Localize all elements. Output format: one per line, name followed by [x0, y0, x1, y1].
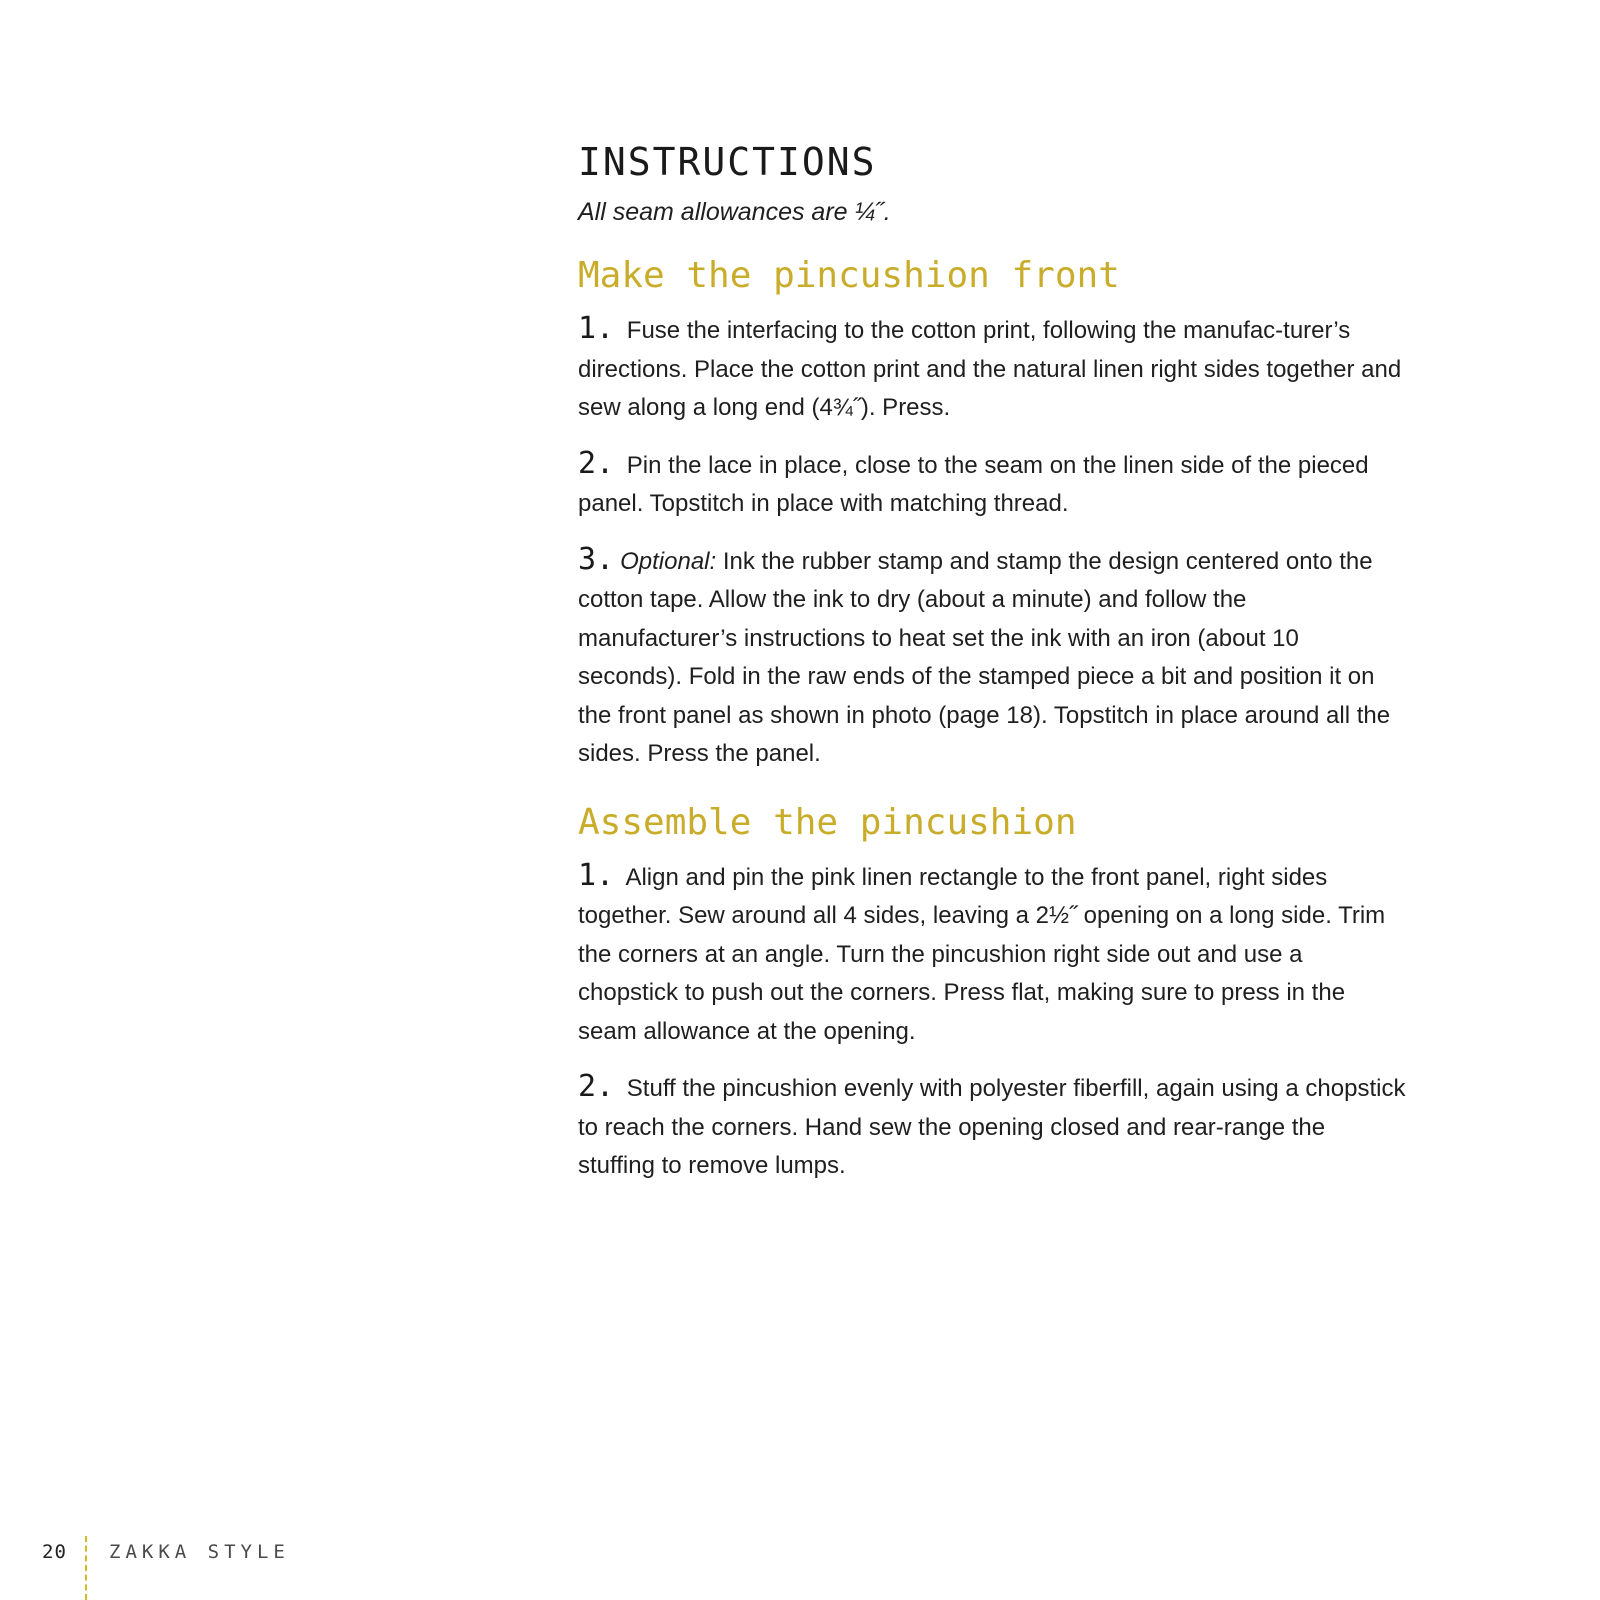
step-item: [578, 310, 1408, 428]
section-heading-assemble: Assemble the pincushion: [578, 801, 1077, 843]
step-text: Ink the rubber stamp and stamp the design centered onto the cotton tape. Allow the ink to dry (about a minute) and follow the manufacturer’s instructions to heat set the ink with an iron (about 10 seconds). Fold in the raw ends of the stamped piece a bit and position it on the front panel as shown in photo (page 18). Topstitch in place around all the sides. Press the panel.: [578, 547, 1391, 767]
step-item: [578, 1068, 1408, 1186]
assemble-steps: [578, 857, 1408, 1186]
page-number: 20: [42, 1541, 67, 1563]
step-text: Fuse the interfacing to the cotton print, following the manufac-turer’s directions. Place the cotton print and the natural linen right sides together and sew along a long end (4¾˝). Press.: [578, 317, 1402, 421]
step-text: Align and pin the pink linen rectangle to the front panel, right sides together. Sew around all 4 sides, leaving a 2½˝ opening on a long side. Trim the corners at an angle. Turn the pincushion right side out and use a chopstick to push out the corners. Press flat, making sure to press in the seam allowance at the opening.: [578, 863, 1386, 1045]
footer-divider: [85, 1536, 87, 1600]
step-text: Pin the lace in place, close to the seam on the linen side of the pieced panel. Topstitch in place with matching thread.: [578, 451, 1369, 517]
section-heading-front: Make the pincushion front: [578, 255, 1120, 296]
front-steps: [578, 310, 1408, 774]
page-title: INSTRUCTIONS: [578, 140, 877, 184]
step-item: [578, 541, 1408, 774]
instructions-content: [578, 140, 1408, 1214]
step-number: 1.: [578, 311, 615, 346]
step-text: Stuff the pincushion evenly with polyester fiberfill, again using a chopstick to reach the corners. Hand sew the opening closed and rear-range the stuffing to remove lumps.: [578, 1075, 1406, 1179]
book-title: ZAKKA STYLE: [109, 1541, 290, 1563]
step-emphasis: Optional:: [620, 547, 717, 575]
step-item: [578, 857, 1408, 1052]
step-number: 2.: [578, 445, 615, 481]
step-number: 3.: [578, 541, 615, 577]
seam-allowance-note: All seam allowances are ¼˝.: [578, 198, 891, 226]
step-number: 2.: [578, 1069, 615, 1104]
step-number: 1.: [578, 857, 615, 893]
step-item: [578, 445, 1408, 524]
